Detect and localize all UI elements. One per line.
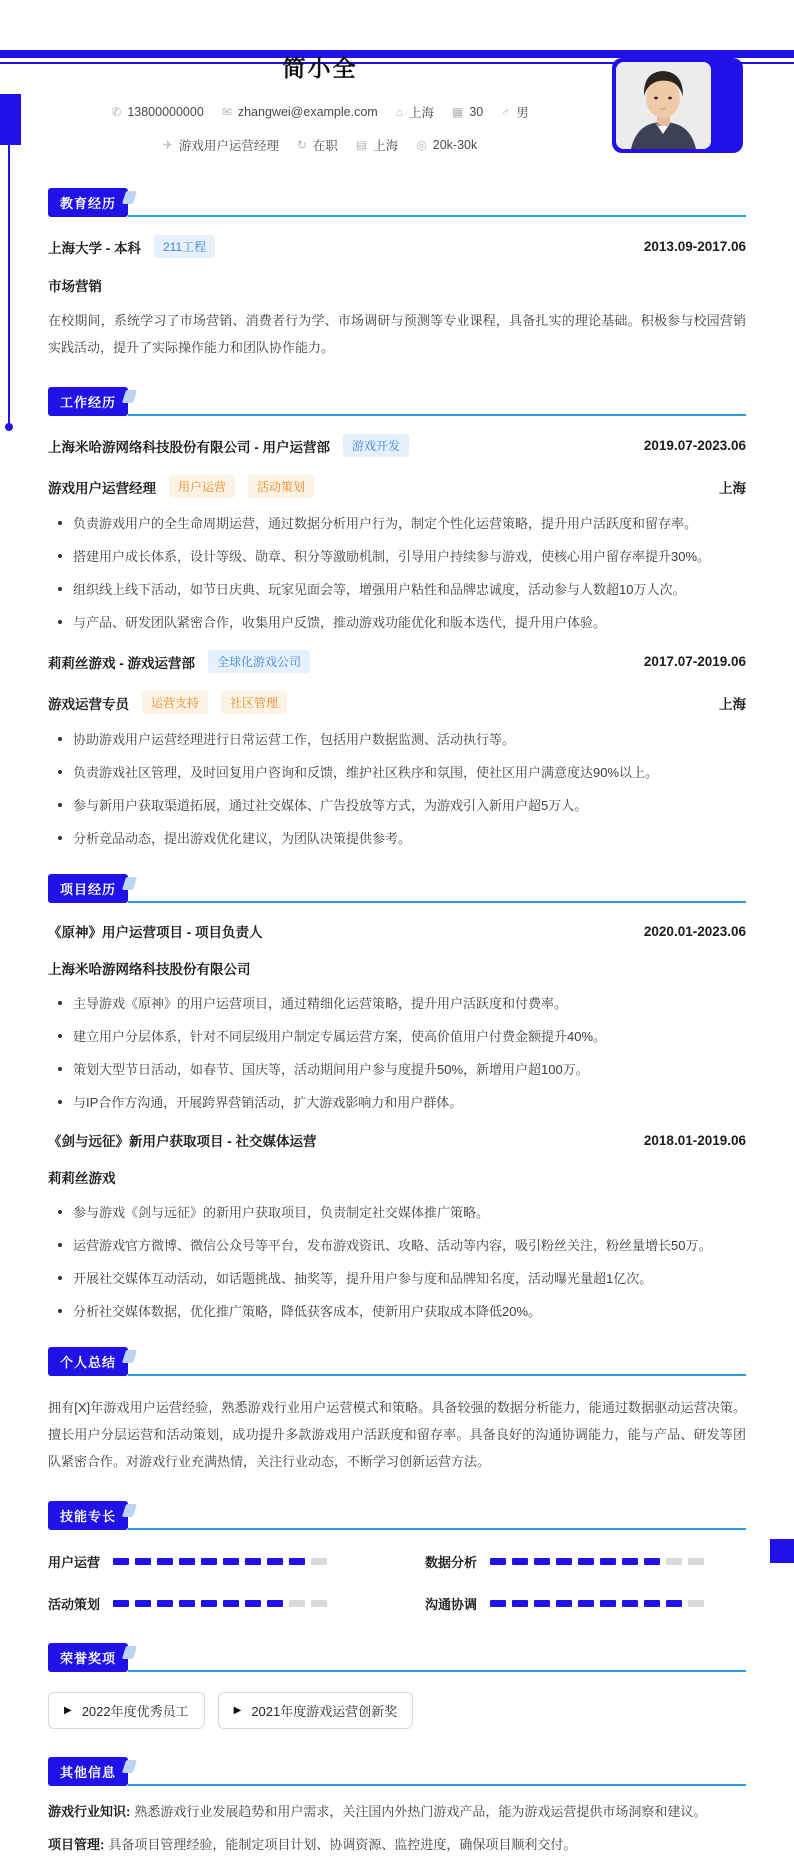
section-header-other [48,1757,746,1786]
skill-segment [223,1558,239,1565]
work-bullet: 参与新用户获取渠道拓展，通过社交媒体、广告投放等方式，为游戏引入新用户超5万人。 [58,796,746,815]
section-divider [128,1374,746,1376]
email-icon: ✉ [221,105,232,119]
skill-label: 沟通协调 [425,1597,478,1612]
work-role-row [48,475,746,498]
education-title-row [48,235,746,258]
skill-segment [688,1600,704,1607]
skill-segment [556,1600,572,1607]
section-header-honors [48,1643,746,1672]
section-badge-education: 教育经历 [48,188,128,217]
skill-segment [666,1600,682,1607]
avatar-illustration [616,62,711,149]
company-tag: 游戏开发 [343,434,409,457]
skill-segment [512,1600,528,1607]
skill-item [48,1594,369,1613]
section-divider [128,1670,746,1672]
skill-segment [644,1558,660,1565]
education-title-left [48,235,215,258]
contact-position [163,136,279,154]
contact-age [452,103,483,121]
skill-segment [289,1558,305,1565]
resume-body [0,188,794,1857]
role-tag: 社区管理 [221,691,287,714]
contact-position-value: 游戏用户运营经理 [178,139,279,153]
skill-segment [113,1600,129,1607]
contact-gender-value: 男 [516,106,529,120]
work-bullet-list [48,514,746,632]
status-icon: ↻ [296,138,307,152]
contact-salary-value: 20k-30k [432,138,478,152]
work-role-left [48,691,287,714]
skill-item [48,1552,369,1571]
skills-grid [48,1552,746,1613]
header-info [0,50,640,154]
role-title: 游戏用户运营经理 [48,480,156,496]
work-role-row [48,691,746,714]
work-location: 上海 [719,696,746,712]
gender-icon: ♂ [501,105,511,119]
skill-segment [113,1558,129,1565]
project-name: 《原神》用户运营项目 - 项目负责人 [48,925,263,940]
award-label: 2022年度优秀员工 [81,1704,189,1719]
skill-segment [688,1558,704,1565]
position-icon: ✈ [162,138,173,152]
project-date: 2020.01-2023.06 [643,923,746,939]
education-entry [48,235,746,361]
other-info-text: 熟悉游戏行业发展趋势和用户需求，关注国内外热门游戏产品，能为游戏运营提供市场洞察和建议。 [134,1804,707,1819]
work-company-left [48,434,409,457]
project-bullet: 分析社交媒体数据，优化推广策略，降低获客成本，使新用户获取成本降低20%。 [58,1302,746,1321]
work-bullet: 负责游戏用户的全生命周期运营，通过数据分析用户行为，制定个性化运营策略，提升用户活跃度和留存率。 [58,514,746,533]
skill-segment [578,1558,594,1565]
project-date: 2018.01-2019.06 [643,1132,746,1148]
candidate-name: 简小全 [282,55,358,81]
contact-email [222,103,378,121]
other-info-label: 游戏行业知识: [48,1804,131,1819]
skill-segment [201,1600,217,1607]
work-bullet-list [48,730,746,848]
work-location: 上海 [719,480,746,496]
contact-salary [416,136,477,154]
work-bullet: 组织线上线下活动，如节日庆典、玩家见面会等，增强用户粘性和品牌忠诚度，活动参与人数超10万人次。 [58,580,746,599]
section-header-skills [48,1501,746,1530]
project-title-row [48,1130,746,1150]
skill-segment [245,1558,261,1565]
role-tag: 活动策划 [248,475,314,498]
skill-label: 数据分析 [425,1555,478,1570]
section-badge-other: 其他信息 [48,1757,128,1786]
section-divider [128,1528,746,1530]
contact-row-2 [0,136,640,154]
skill-segment [622,1558,638,1565]
section-divider [128,1784,746,1786]
skill-bar [113,1600,327,1607]
work-bullet: 与产品、研发团队紧密合作，收集用户反馈，推动游戏功能优化和版本迭代，提升用户体验。 [58,613,746,632]
project-org: 上海米哈游网络科技股份有限公司 [48,962,251,977]
project-bullet: 运营游戏官方微博、微信公众号等平台，发布游戏资讯、攻略、活动等内容，吸引粉丝关注，粉丝量增长50万。 [58,1236,746,1255]
skill-segment [534,1558,550,1565]
section-badge-work: 工作经历 [48,387,128,416]
work-entry [48,650,746,848]
project-bullet: 建立用户分层体系，针对不同层级用户制定专属运营方案，使高价值用户付费金额提升40%。 [58,1027,746,1046]
project-bullet: 策划大型节日活动，如春节、国庆等，活动期间用户参与度提升50%，新增用户超100万。 [58,1060,746,1079]
skill-segment [201,1558,217,1565]
project-bullet-list [48,1203,746,1321]
work-bullet: 分析竞品动态，提出游戏优化建议，为团队决策提供参考。 [58,829,746,848]
section-divider [128,215,746,217]
skill-segment [556,1558,572,1565]
skill-segment [512,1558,528,1565]
awards-list [48,1692,746,1729]
skill-bar [490,1600,704,1607]
other-info-line [48,1800,746,1824]
home-icon: ⌂ [395,105,403,119]
skill-bar [490,1558,704,1565]
section-badge-skills: 技能专长 [48,1501,128,1530]
work-company-row [48,434,746,457]
section-badge-summary: 个人总结 [48,1347,128,1376]
skill-segment [135,1600,151,1607]
resume-header [0,50,794,162]
avatar [616,62,711,149]
skill-segment [289,1600,305,1607]
contact-age-value: 30 [469,105,484,119]
contact-city-value: 上海 [373,139,399,153]
company-name: 上海米哈游网络科技股份有限公司 - 用户运营部 [48,439,330,455]
contact-email-value: zhangwei@example.com [237,105,378,119]
city-icon: ▤ [355,138,368,152]
skill-segment [267,1600,283,1607]
skill-segment [600,1600,616,1607]
project-name: 《剑与远征》新用户获取项目 - 社交媒体运营 [48,1134,317,1149]
work-bullet: 搭建用户成长体系，设计等级、勋章、积分等激励机制，引导用户持续参与游戏，使核心用户留存率提升30%。 [58,547,746,566]
skill-segment [245,1600,261,1607]
section-badge-projects: 项目经历 [48,874,128,903]
skill-item [425,1552,746,1571]
section-header-projects [48,874,746,903]
award-chip [48,1692,205,1729]
skill-segment [179,1558,195,1565]
section-header-education [48,188,746,217]
project-bullet: 主导游戏《原神》的用户运营项目，通过精细化运营策略，提升用户活跃度和付费率。 [58,994,746,1013]
skill-bar [113,1558,327,1565]
education-date: 2013.09-2017.06 [643,239,746,254]
work-role-left [48,475,314,498]
work-date: 2019.07-2023.06 [643,438,746,453]
skill-segment [311,1558,327,1565]
role-tag: 用户运营 [169,475,235,498]
skill-segment [490,1558,506,1565]
skill-segment [311,1600,327,1607]
skill-segment [157,1600,173,1607]
project-title-row [48,921,746,941]
work-company-row [48,650,746,673]
skill-segment [157,1558,173,1565]
award-chip [218,1692,414,1729]
skill-segment [179,1600,195,1607]
project-bullet: 开展社交媒体互动活动，如话题挑战、抽奖等，提升用户参与度和品牌知名度，活动曝光量超1亿次。 [58,1269,746,1288]
contact-row-1 [0,103,640,121]
role-title: 游戏运营专员 [48,696,129,712]
education-major: 市场营销 [48,279,102,294]
section-divider [128,414,746,416]
role-tag: 运营支持 [142,691,208,714]
project-bullet: 与IP合作方沟通，开展跨界营销活动，扩大游戏影响力和用户群体。 [58,1093,746,1112]
photo-frame [612,58,743,153]
skill-segment [223,1600,239,1607]
skill-segment [578,1600,594,1607]
skill-label: 用户运营 [48,1555,101,1570]
school-name: 上海大学 - 本科 [48,240,141,256]
other-info-line [48,1833,746,1857]
contact-status-value: 在职 [312,139,338,153]
skill-segment [644,1600,660,1607]
project-entry [48,921,746,1112]
contact-gender [501,103,529,121]
contact-phone [111,103,204,121]
contact-location-value: 上海 [408,106,434,120]
company-tag: 全球化游戏公司 [208,650,310,673]
work-company-left [48,650,310,673]
skill-segment [490,1600,506,1607]
work-entry [48,434,746,632]
school-tag: 211工程 [154,235,215,258]
other-info-label: 项目管理: [48,1837,105,1852]
section-header-work [48,387,746,416]
skill-segment [534,1600,550,1607]
section-divider [128,901,746,903]
section-badge-honors: 荣誉奖项 [48,1643,128,1672]
work-date: 2017.07-2019.06 [643,654,746,669]
skill-item [425,1594,746,1613]
skill-segment [666,1558,682,1565]
salary-icon: ◎ [416,138,427,152]
contact-phone-value: 13800000000 [127,105,204,119]
award-label: 2021年度游戏运营创新奖 [251,1704,398,1719]
skill-segment [600,1558,616,1565]
age-icon: ▦ [451,105,464,119]
other-info-text: 具备项目管理经验，能制定项目计划、协调资源、监控进度，确保项目顺利交付。 [108,1837,577,1852]
summary-text: 拥有[X]年游戏用户运营经验，熟悉游戏行业用户运营模式和策略。具备较强的数据分析能力，能通过数据驱动运营决策。擅长用户分层运营和活动策划，成功提升多款游戏用户活跃度和留存率。具备良好的沟通协调能力，能与产品、研发等团队紧密合作。对游戏行业充满热情，关注行业动态，不断学习创新运营方法。 [48,1400,746,1469]
section-header-summary [48,1347,746,1376]
work-bullet: 协助游戏用户运营经理进行日常运营工作，包括用户数据监测、活动执行等。 [58,730,746,749]
project-entry [48,1130,746,1321]
contact-location [396,103,434,121]
phone-icon: ✆ [111,105,122,119]
contact-status [297,136,338,154]
project-bullet-list [48,994,746,1112]
skill-label: 活动策划 [48,1597,101,1612]
work-bullet: 负责游戏社区管理，及时回复用户咨询和反馈，维护社区秩序和氛围，使社区用户满意度达90%以上。 [58,763,746,782]
project-org: 莉莉丝游戏 [48,1171,116,1186]
skill-segment [135,1558,151,1565]
play-icon: ▶ [233,1705,242,1716]
skill-segment [622,1600,638,1607]
skill-segment [267,1558,283,1565]
play-icon: ▶ [64,1705,72,1716]
contact-city [356,136,398,154]
project-bullet: 参与游戏《剑与远征》的新用户获取项目，负责制定社交媒体推广策略。 [58,1203,746,1222]
education-description: 在校期间，系统学习了市场营销、消费者行为学、市场调研与预测等专业课程，具备扎实的理论基础。积极参与校园营销实践活动，提升了实际操作能力和团队协作能力。 [48,313,746,355]
company-name: 莉莉丝游戏 - 游戏运营部 [48,655,195,671]
